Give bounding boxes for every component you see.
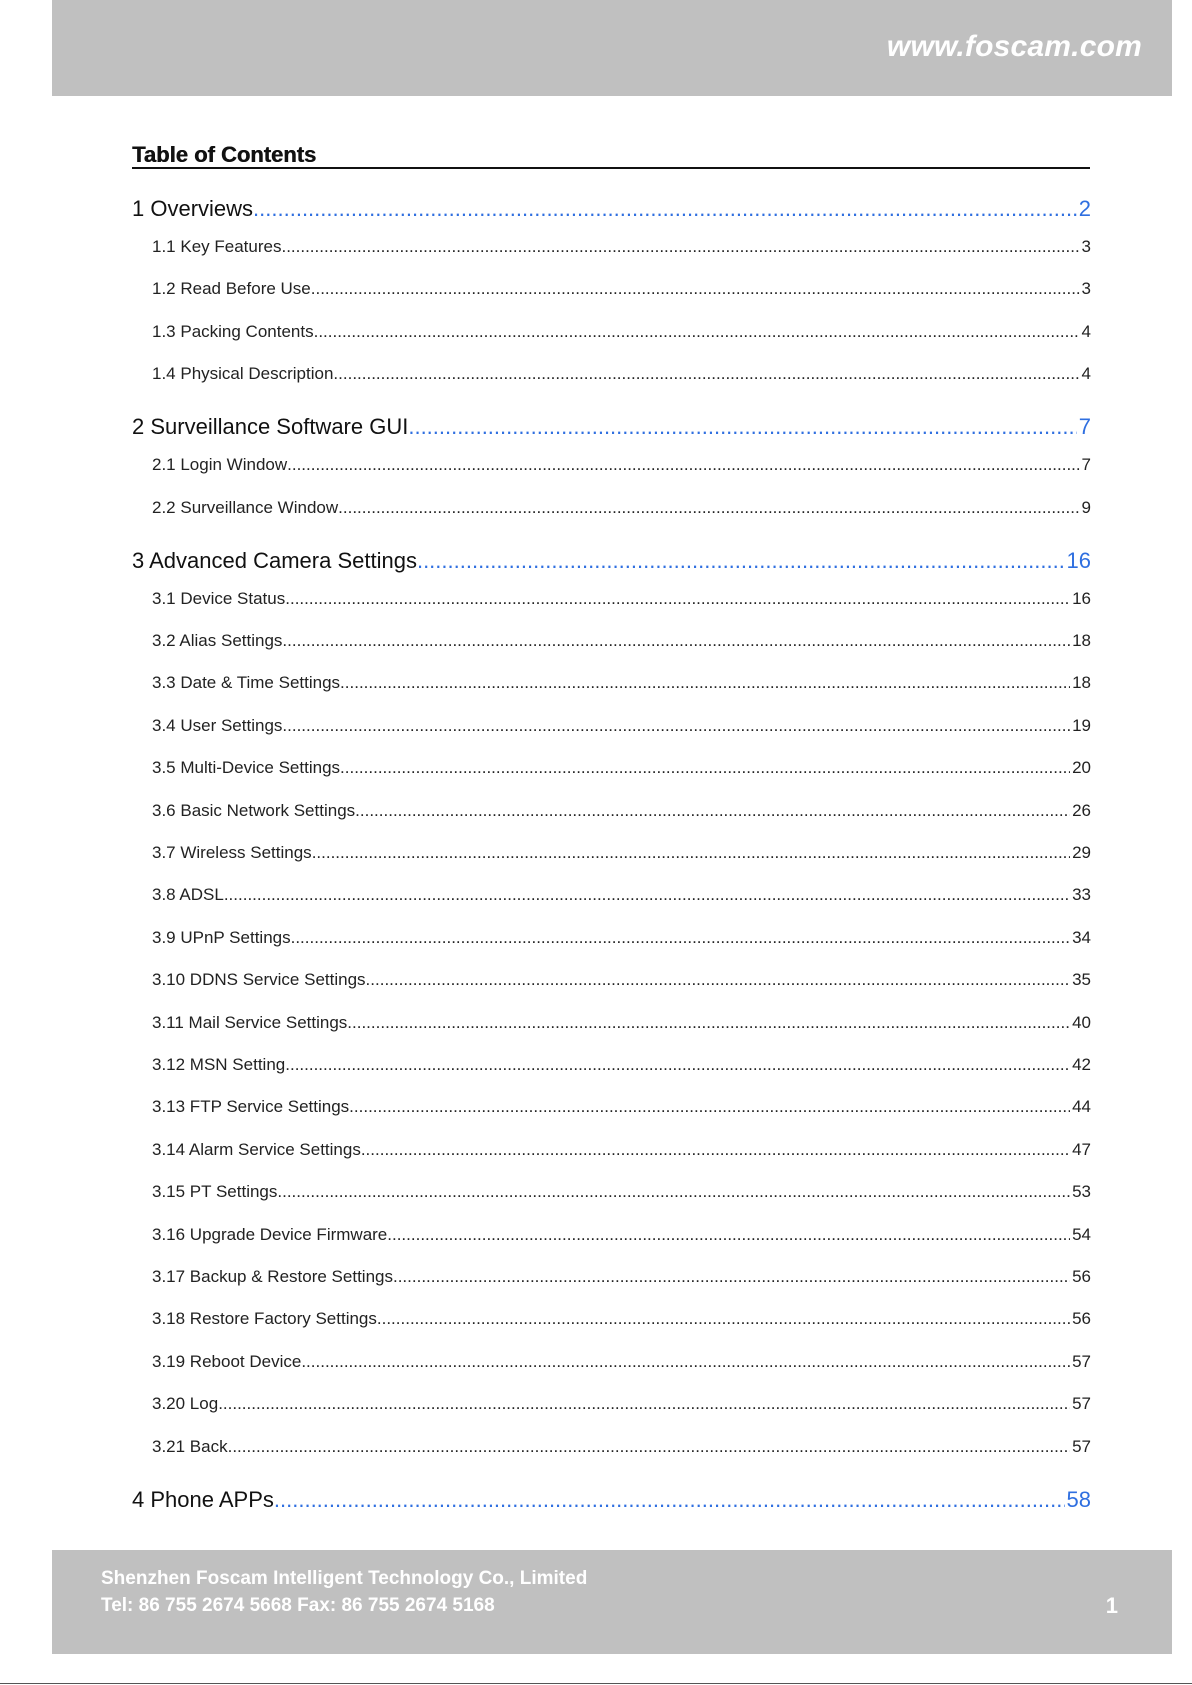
toc-leader-dots — [314, 322, 1080, 342]
toc-leader-dots — [349, 1097, 1070, 1117]
toc-leader-dots — [377, 1309, 1070, 1329]
toc-section-entry[interactable] — [152, 1055, 1091, 1075]
toc-leader-dots — [333, 364, 1079, 384]
toc-leader-dots — [287, 455, 1079, 475]
page-footer — [52, 1550, 1172, 1654]
toc-section-entry[interactable] — [152, 1309, 1091, 1329]
toc-entry-page: 3 — [1081, 279, 1091, 299]
page-edge-line — [0, 1683, 1192, 1684]
toc-leader-dots — [253, 196, 1077, 222]
toc-entry-page: 33 — [1072, 885, 1091, 905]
toc-entry-label: 4 Phone APPs — [132, 1486, 274, 1512]
toc-leader-dots — [228, 1437, 1070, 1457]
toc-entry-label: 3.4 User Settings — [152, 715, 283, 735]
toc-section-entry[interactable] — [152, 716, 1091, 736]
toc-entry-page: 57 — [1072, 1351, 1091, 1371]
toc-entry-label: 3.3 Date & Time Settings — [152, 673, 341, 693]
toc-section-entry[interactable] — [152, 1182, 1091, 1202]
toc-leader-dots — [408, 414, 1076, 440]
toc-leader-dots — [277, 1182, 1070, 1202]
toc-entry-page: 19 — [1072, 715, 1091, 735]
toc-entry-page: 4 — [1081, 364, 1091, 384]
toc-leader-dots — [312, 843, 1070, 863]
toc-entry-label: 3.1 Device Status — [152, 588, 286, 608]
toc-section-entry[interactable] — [152, 843, 1091, 863]
toc-section-entry[interactable] — [152, 1267, 1091, 1287]
toc-section-entry[interactable] — [152, 1140, 1091, 1160]
toc-leader-dots — [387, 1225, 1070, 1245]
toc-leader-dots — [291, 928, 1070, 948]
toc-leader-dots — [417, 548, 1065, 574]
toc-entry-label: 3.8 ADSL — [152, 885, 224, 905]
toc-section-entry[interactable] — [152, 364, 1091, 384]
toc-entry-label: 3.19 Reboot Device — [152, 1351, 302, 1371]
toc-leader-dots — [340, 673, 1070, 693]
toc-entry-page: 34 — [1072, 927, 1091, 947]
toc-entry-label: 2.2 Surveillance Window — [152, 497, 339, 517]
toc-entry-page: 26 — [1072, 800, 1091, 820]
toc-section-entry[interactable] — [152, 498, 1091, 518]
toc-leader-dots — [282, 716, 1070, 736]
toc-section-entry[interactable] — [152, 631, 1091, 651]
toc-entry-label: 3.12 MSN Setting — [152, 1055, 286, 1074]
toc-entry-label: 1.4 Physical Description — [152, 364, 334, 384]
toc-entry-label: 1.2 Read Before Use — [152, 279, 311, 299]
toc-entry-label: 3.20 Log — [152, 1394, 219, 1414]
toc-entry-page: 47 — [1072, 1139, 1091, 1159]
toc-entry-page: 29 — [1072, 843, 1091, 862]
toc-entry-page: 3 — [1081, 237, 1091, 256]
toc-leader-dots — [366, 970, 1071, 990]
toc-entry-label: 3.7 Wireless Settings — [152, 843, 312, 862]
toc-leader-dots — [301, 1352, 1070, 1372]
toc-entry-label: 2.1 Login Window — [152, 455, 288, 475]
toc-entry-label: 3 Advanced Camera Settings — [132, 547, 417, 573]
toc-section-entry[interactable] — [152, 322, 1091, 342]
toc-section-entry[interactable] — [152, 885, 1091, 905]
toc-section-entry[interactable] — [152, 801, 1091, 821]
toc-entry-label: 3.10 DDNS Service Settings — [152, 970, 366, 990]
toc-entry-label: 3.9 UPnP Settings — [152, 927, 291, 947]
toc-title-rule — [132, 167, 1090, 169]
toc-entry-label: 3.11 Mail Service Settings — [152, 1012, 348, 1032]
toc-section-entry[interactable] — [152, 237, 1091, 257]
toc-entry-page: 57 — [1072, 1436, 1091, 1456]
toc-entry-page: 16 — [1066, 547, 1091, 573]
toc-entry-page: 58 — [1066, 1486, 1091, 1512]
toc-chapter-entry[interactable] — [132, 1487, 1091, 1513]
toc-entry-page: 53 — [1072, 1182, 1091, 1202]
toc-entry-page: 57 — [1072, 1394, 1091, 1414]
toc-entry-page: 2 — [1078, 196, 1091, 221]
toc-section-entry[interactable] — [152, 970, 1091, 990]
toc-section-entry[interactable] — [152, 279, 1091, 299]
toc-leader-dots — [282, 631, 1070, 651]
toc-leader-dots — [274, 1487, 1065, 1513]
toc-leader-dots — [355, 801, 1070, 821]
toc-entry-page: 4 — [1081, 321, 1091, 341]
toc-entry-page: 35 — [1072, 970, 1091, 990]
toc-section-entry[interactable] — [152, 1097, 1091, 1117]
toc-section-entry[interactable] — [152, 928, 1091, 948]
company-contact: Tel: 86 755 2674 5668 Fax: 86 755 2674 5168 — [101, 1595, 495, 1616]
toc-leader-dots — [311, 279, 1080, 299]
toc-entry-label: 3.15 PT Settings — [152, 1182, 278, 1202]
toc-leader-dots — [347, 1013, 1070, 1033]
toc-entry-label: 3.6 Basic Network Settings — [152, 800, 356, 820]
page-number: 1 — [1105, 1593, 1118, 1618]
toc-chapter-entry[interactable] — [132, 548, 1091, 574]
toc-leader-dots — [285, 1055, 1070, 1075]
toc-entry-page: 9 — [1081, 497, 1091, 517]
toc-section-entry[interactable] — [152, 1437, 1091, 1457]
toc-leader-dots — [218, 1394, 1070, 1414]
toc-chapter-entry[interactable] — [132, 414, 1091, 440]
toc-entry-page: 54 — [1072, 1224, 1091, 1244]
website-url[interactable]: www.foscam.com — [886, 30, 1142, 63]
toc-entry-label: 3.2 Alias Settings — [152, 631, 283, 650]
toc-leader-dots — [338, 498, 1079, 518]
toc-leader-dots — [285, 589, 1070, 609]
toc-section-entry[interactable] — [152, 455, 1091, 475]
toc-section-entry[interactable] — [152, 1225, 1091, 1245]
toc-entry-label: 3.13 FTP Service Settings — [152, 1097, 350, 1117]
toc-entry-page: 56 — [1072, 1309, 1091, 1329]
toc-section-entry[interactable] — [152, 758, 1091, 778]
toc-entry-label: 3.18 Restore Factory Settings — [152, 1309, 377, 1329]
toc-entry-page: 40 — [1072, 1012, 1091, 1032]
toc-entry-page: 18 — [1072, 673, 1091, 693]
toc-entry-page: 20 — [1072, 758, 1091, 778]
toc-entry-page: 42 — [1072, 1055, 1091, 1074]
toc-entry-label: 1.1 Key Features — [152, 237, 282, 256]
toc-entry-label: 1 Overviews — [132, 196, 254, 221]
toc-leader-dots — [224, 885, 1070, 905]
page-header — [52, 0, 1172, 96]
toc-leader-dots — [281, 237, 1079, 257]
toc-entry-page: 56 — [1072, 1267, 1091, 1286]
toc-section-entry[interactable] — [152, 673, 1091, 693]
toc-entry-label: 3.5 Multi-Device Settings — [152, 758, 341, 778]
toc-entry-label: 1.3 Packing Contents — [152, 321, 314, 341]
toc-leader-dots — [340, 758, 1070, 778]
toc-entry-label: 2 Surveillance Software GUI — [132, 414, 409, 440]
toc-entry-label: 3.14 Alarm Service Settings — [152, 1139, 361, 1159]
toc-entry-page: 44 — [1072, 1097, 1091, 1117]
toc-chapter-entry[interactable] — [132, 196, 1091, 222]
toc-entry-label: 3.21 Back — [152, 1436, 228, 1456]
toc-entry-page: 16 — [1072, 588, 1091, 608]
toc-leader-dots — [393, 1267, 1070, 1287]
toc-section-entry[interactable] — [152, 589, 1091, 609]
toc-title: Table of Contents — [132, 142, 317, 167]
toc-entry-page: 18 — [1072, 631, 1091, 650]
toc-entry-page: 7 — [1081, 455, 1091, 475]
company-name: Shenzhen Foscam Intelligent Technology Co., Limited — [101, 1568, 588, 1589]
toc-entry-label: 3.16 Upgrade Device Firmware — [152, 1224, 388, 1244]
toc-section-entry[interactable] — [152, 1394, 1091, 1414]
toc-leader-dots — [361, 1140, 1070, 1160]
toc-entry-label: 3.17 Backup & Restore Settings — [152, 1267, 393, 1286]
toc-entry-page: 7 — [1078, 414, 1091, 440]
toc-section-entry[interactable] — [152, 1013, 1091, 1033]
toc-section-entry[interactable] — [152, 1352, 1091, 1372]
